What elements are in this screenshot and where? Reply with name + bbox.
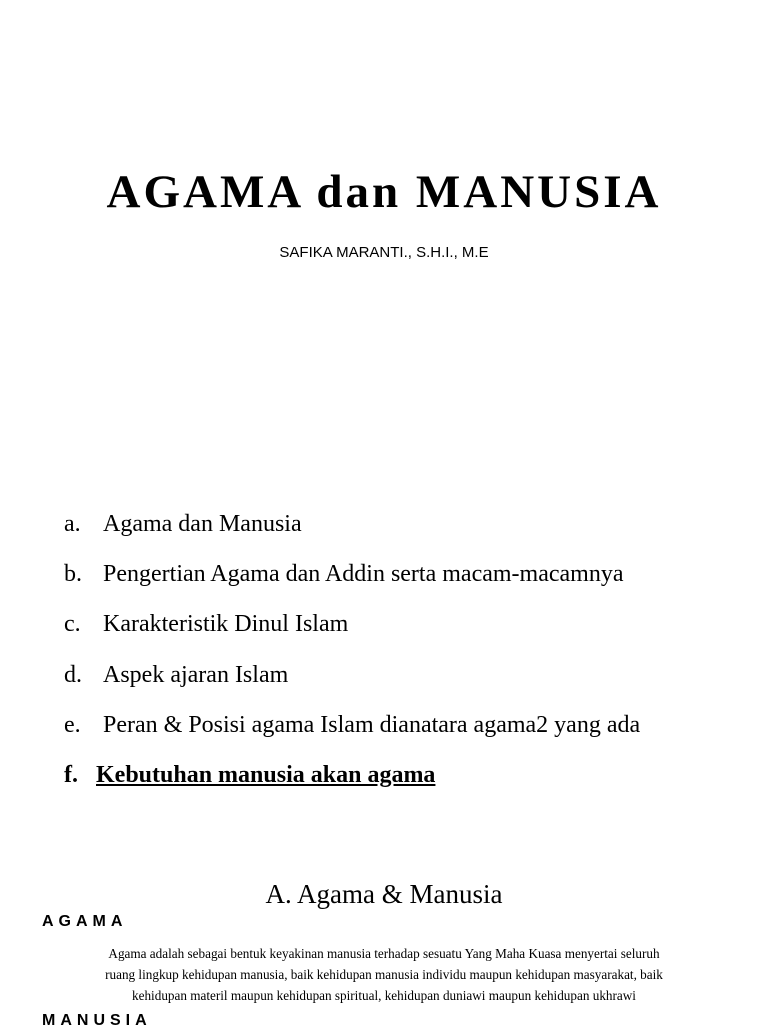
- definition-line: kehidupan materil maupun kehidupan spiritual, kehidupan duniawi maupun kehidupan ukhrawi: [132, 988, 636, 1003]
- outline-label: Agama dan Manusia: [103, 511, 302, 537]
- author-line: SAFIKA MARANTI., S.H.I., M.E: [279, 244, 489, 261]
- agama-definition: [40, 943, 728, 1006]
- definition-line: ruang lingkup kehidupan manusia, baik kehidupan manusia individu maupun kehidupan masyarakat, baik: [105, 967, 663, 982]
- outline-label: Karakteristik Dinul Islam: [103, 611, 349, 638]
- outline-item: [64, 555, 744, 605]
- outline-marker: c.: [64, 611, 81, 638]
- outline-marker: b.: [64, 561, 82, 588]
- outline-marker: d.: [64, 661, 82, 688]
- outline-marker: a.: [64, 511, 81, 537]
- outline-item: [64, 706, 744, 756]
- outline-item: [64, 505, 744, 555]
- outline-label: Kebutuhan manusia akan agama: [96, 761, 436, 788]
- term-manusia-heading: MANUSIA: [42, 1012, 152, 1029]
- outline-item: [64, 605, 744, 655]
- definition-line: Agama adalah sebagai bentuk keyakinan manusia terhadap sesuatu Yang Maha Kuasa menyertai seluruh: [108, 946, 660, 961]
- outline-label: Peran & Posisi agama Islam dianatara agama2 yang ada: [103, 711, 641, 738]
- outline-item-current: [64, 756, 744, 806]
- outline-item: [64, 656, 744, 706]
- outline-label: Aspek ajaran Islam: [103, 661, 289, 688]
- outline-list: [64, 505, 744, 806]
- outline-label: Pengertian Agama dan Addin serta macam-macamnya: [103, 561, 624, 588]
- section-heading: A. Agama & Manusia: [265, 879, 503, 909]
- page-title: AGAMA dan MANUSIA: [106, 166, 662, 218]
- term-agama-heading: AGAMA: [42, 913, 128, 930]
- outline-marker: e.: [64, 711, 81, 738]
- outline-marker: f.: [64, 761, 78, 788]
